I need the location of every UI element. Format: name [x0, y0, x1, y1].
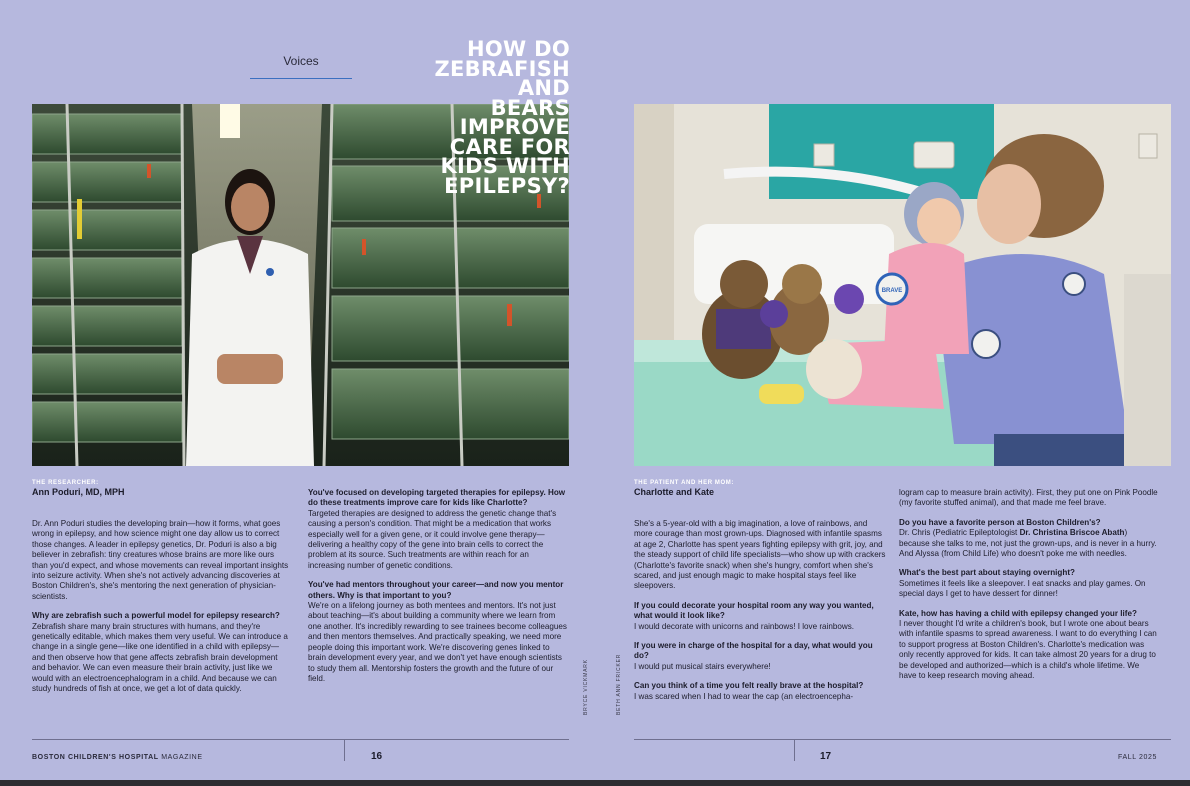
answer: We're on a lifelong journey as both mentees and mentors. It's not just about teaching—it's about building a community where we learn from one another. It's incredibly rewarding to see trainees become colleagues and then mentors themselves. And practically speaking, we need more people doing this important work. We're discovering genes linked to brain development every year, and we don't yet have enough scientists to study them all. Mentorship fosters the growth and the future of our field. [308, 601, 567, 683]
photo-credit-right: BETH ANN FRICKER [616, 653, 622, 715]
qa-block [308, 488, 568, 571]
qa-block [308, 580, 568, 684]
answer: I was scared when I had to wear the cap (an electroencepha- [634, 691, 854, 701]
caption-name: Charlotte and Kate [634, 487, 715, 497]
patient-caption [634, 480, 894, 497]
headline-line: KIDS WITH [440, 154, 570, 178]
answer: Sometimes it feels like a sleepover. I eat snacks and play games. On special days I get to have dessert for dinner! [899, 578, 1146, 599]
question: Do you have a favorite person at Boston Children's? [899, 517, 1101, 527]
publication-name-rest: MAGAZINE [161, 754, 203, 761]
answer-continued: logram cap to measure brain activity). First, they put one on Pink Poodle (my favorite stuffed animal), and that made me feel brave. [899, 488, 1158, 508]
researcher-caption [32, 480, 292, 497]
publication-name-bold: BOSTON CHILDREN'S HOSPITAL [32, 754, 159, 761]
headline-line: CARE FOR [449, 134, 570, 159]
question: If you were in charge of the hospital for a day, what would you do? [634, 641, 873, 661]
column-3 [634, 519, 886, 711]
headline-line: HOW DO [467, 37, 570, 61]
intro-paragraph: Dr. Ann Poduri studies the developing brain—how it forms, what goes wrong in epilepsy, and how science might one day allow us to correct those changes. A leader in epilepsy genetics, Dr. Poduri is also a big believer in zebrafish: tiny creatures whose brains are more like ours than you'd expect, and whose movements can reveal important insights into seizure activity. When she's not actively advancing discoveries at Boston Children's, she's mentoring the next generation of physician-scientists. [32, 519, 289, 601]
column-2 [308, 488, 568, 693]
headline-line: IMPROVE [459, 115, 570, 139]
page-number-right: 17 [820, 751, 832, 762]
question: Kate, how has having a child with epilepsy changed your life? [899, 608, 1137, 618]
answer: I never thought I'd write a children's book, but I wrote one about bears with infantile spasms to spread awareness. I want to do everything I can to support progress at Boston Children's. Charlotte's medication was only recently approved for kids. It can take almost 20 years for a drug to be developed and authorized—which is a child's whole lifetime. We have to keep research moving ahead. [899, 619, 1157, 681]
viewer-bottom-bar [0, 780, 1190, 786]
intro-paragraph: She's a 5-year-old with a big imagination, a love of rainbows, and more courage than most grown-ups. Diagnosed with infantile spasms at age 2, Charlotte has spent years fighting epilepsy with grit, joy, and the steady support of child life specialists—who show up with crackers (Charlotte's favorite snack) when she's hungry, comfort when she's scared, and just enough magic to make hospital stays feel like sleepovers. [634, 519, 886, 591]
footer-tick [794, 739, 795, 761]
question: Can you think of a time you felt really brave at the hospital? [634, 681, 864, 691]
answer: Zebrafish share many brain structures with humans, and they're genetically editable, which makes them very useful. We can introduce a change in a single gene—like one identified in a child with epilepsy—and then observe how that gene affects zebrafish brain development and behavior. We can even measure their brain activity, just like we would with an electroencephalogram in a child. And because we can study hundreds of fish at once, we get a lot of data quickly. [32, 621, 288, 694]
answer [899, 528, 1157, 558]
caption-kicker: THE PATIENT AND HER MOM: [634, 480, 734, 486]
answer-part: Dr. Chris (Pediatric Epileptologist [899, 528, 1020, 538]
qa-block [899, 568, 1159, 599]
footer-tick [344, 739, 345, 761]
footer-rule-left [32, 739, 569, 740]
qa-block [634, 601, 886, 632]
headline-line: AND [517, 76, 570, 100]
badge-text: BRAVE [881, 288, 903, 294]
answer-part: ) because she talks to me, not just the grown-ups, and is never in a hurry. And Alyssa (from Child Life) who doesn't poke me with needles. [899, 528, 1157, 559]
question: You've had mentors throughout your career—and now you mentor others. Why is that important to you? [308, 580, 564, 600]
headline [400, 37, 570, 198]
headline-line: BEARS [490, 95, 570, 120]
footer-rule-right [634, 739, 1171, 740]
answer: Targeted therapies are designed to address the genetic change that's causing a person's condition. That might be a medication that works especially well for a given gene, or it could involve gene therapy—delivering a healthy copy of the gene into brain cells to correct the problem at its source. Such treatments are within reach for an increasing number of genetic conditions. [308, 508, 557, 570]
question: Why are zebrafish such a powerful model for epilepsy research? [32, 611, 280, 621]
headline-line: ZEBRAFISH [434, 56, 570, 81]
question: If you could decorate your hospital room any way you wanted, what would it look like? [634, 600, 874, 621]
qa-block [899, 609, 1159, 682]
answer: I would decorate with unicorns and rainbows! I love rainbows. [634, 621, 854, 631]
column-4 [899, 488, 1159, 691]
section-label: Voices [283, 54, 319, 68]
question: What's the best part about staying overnight? [899, 568, 1075, 578]
question: You've focused on developing targeted therapies for epilepsy. How do these treatments improve care for kids like Charlotte? [308, 488, 566, 508]
patient-photo [634, 104, 1171, 466]
qa-block [899, 518, 1159, 560]
qa-block [634, 681, 886, 702]
photo-credit-left: BRYCE VICKMARK [583, 659, 589, 715]
caption-name: Ann Poduri, MD, MPH [32, 487, 125, 497]
section-rule [250, 78, 352, 79]
headline-line: EPILEPSY? [444, 173, 570, 198]
publication-name [32, 754, 203, 761]
page-number-left: 16 [371, 751, 383, 762]
answer: I would put musical stairs everywhere! [634, 661, 771, 671]
issue-date: FALL 2025 [1118, 754, 1158, 761]
hospital-room-illustration [634, 104, 1171, 466]
answer-bold-name: Dr. Christina Briscoe Abath [1019, 528, 1125, 538]
caption-kicker: THE RESEARCHER: [32, 480, 99, 486]
column-1 [32, 519, 292, 704]
qa-block [32, 611, 292, 694]
qa-block [634, 641, 886, 672]
